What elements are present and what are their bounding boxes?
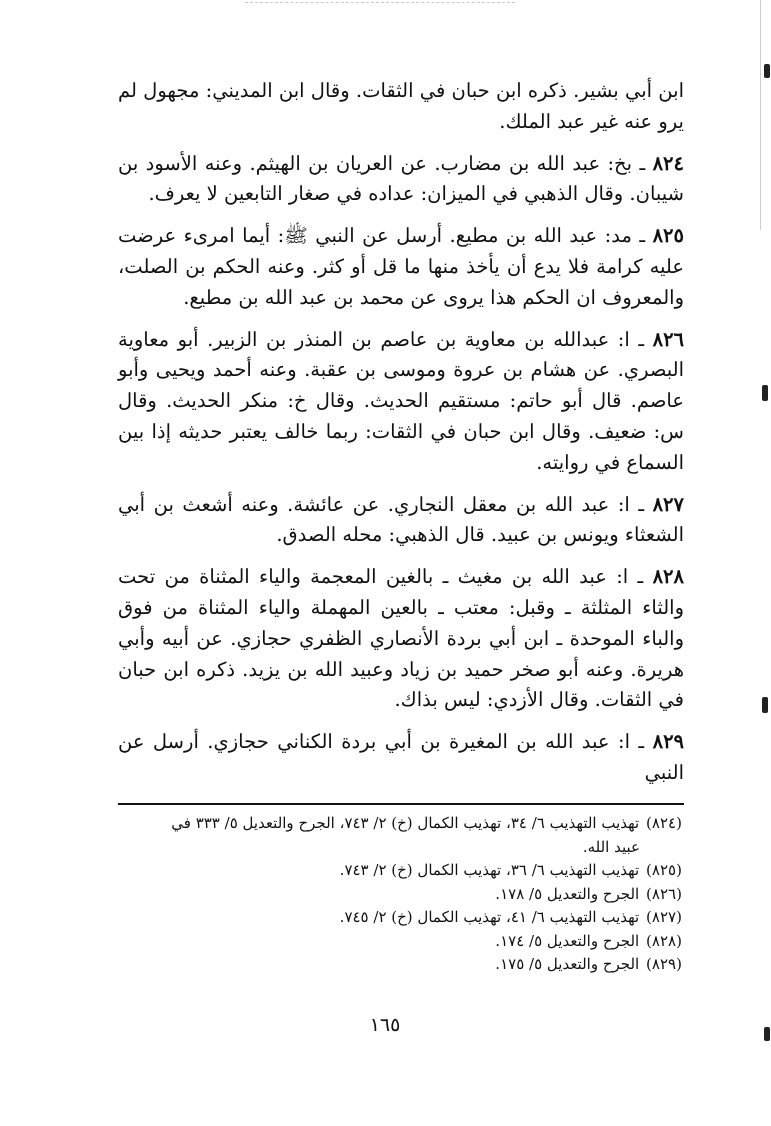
footnote-text: تهذيب التهذيب ٦/ ٤١، تهذيب الكمال (خ) ٢/ ٧٤٥. xyxy=(339,908,640,926)
entry-827 xyxy=(118,490,684,552)
scan-mark xyxy=(764,1027,770,1041)
footnote-number: (٨٢٨) xyxy=(646,931,682,950)
footnote-text: الجرح والتعديل ٥/ ١٧٤. xyxy=(495,931,640,950)
entry-text: ـ ا: عبد الله بن مغيث ـ بالغين المعجمة والياء المثناة من تحت والثاء المثلثة ـ وقبل: معتب ـ بالعين المهملة والياء المثناة من فوق والباء الموحدة ـ ابن أبي بردة الأنصاري الظفري حجازي. عن أبيه وأبي هريرة. وعنه أبو صخر حميد بن زياد وعبيد الله بن يزيد. ذكره ابن حبان في الثقات. وقال الأزدي: ليس بذاك. xyxy=(118,565,684,712)
page-body xyxy=(118,76,684,800)
entry-number: ٨٢٦ xyxy=(652,327,685,351)
entry-number: ٨٢٧ xyxy=(652,492,684,516)
entry-number: ٨٢٤ xyxy=(652,151,684,175)
entry-text: ـ ا: عبدالله بن معاوية بن عاصم بن المنذر بن الزبير. أبو معاوية البصري. عن هشام بن عروة وموسى بن عقبة. وعنه أحمد ويحيى وأبو عاصم. قال أبو حاتم: مستقيم الحديث. وقال خ: منكر الحديث. وقال س: ضعيف. وقال ابن حبان في الثقات: ربما خالف يعتبر حديثه إذا بين السماع في روايته. xyxy=(118,327,684,474)
entry-text: ـ ا: عبد الله بن المغيرة بن أبي بردة الكناني حجازي. أرسل عن النبي xyxy=(118,730,684,784)
entry-824 xyxy=(118,149,684,211)
footnote-divider xyxy=(118,803,684,805)
entry-continuation xyxy=(118,76,684,138)
entry-number: ٨٢٥ xyxy=(652,224,684,248)
footnote-text: الجرح والتعديل ٥/ ١٧٥. xyxy=(495,955,640,973)
footnote-continuation: عبيد الله. xyxy=(582,837,640,856)
entry-number: ٨٢٨ xyxy=(652,565,684,589)
footnote-number: (٨٢٧) xyxy=(646,908,682,926)
footnotes xyxy=(118,812,684,977)
entry-828 xyxy=(118,562,684,716)
footnote-828 xyxy=(118,930,684,954)
scan-mark xyxy=(762,385,768,401)
footnote-number: (٨٢٥) xyxy=(646,861,682,879)
scan-edge-right xyxy=(760,0,761,230)
footnote-text: الجرح والتعديل ٥/ ١٧٨. xyxy=(495,884,640,903)
entry-text: ـ مد: عبد الله بن مطيع. أرسل عن النبي ﷺ: أيما امرىء عرضت عليه كرامة فلا يدع أن يأخذ منها ما قل أو كثر. وعنه الحكم بن الصلت، والمعروف ان الحكم هذا يروى عن محمد بن عبد الله بن مطيع. xyxy=(118,224,684,309)
entry-826 xyxy=(118,325,684,479)
scan-mark xyxy=(764,64,770,78)
footnote-829 xyxy=(118,953,684,977)
scan-mark xyxy=(762,697,768,713)
entry-text: ـ بخ: عبد الله بن مضارب. عن العريان بن الهيثم. وعنه الأسود بن شيبان. وقال الذهبي في الميزان: عداده في صغار التابعين لا يعرف. xyxy=(118,151,684,206)
page-number: ١٦٥ xyxy=(369,1014,401,1036)
footnote-number: (٨٢٩) xyxy=(646,955,682,973)
footnote-827 xyxy=(118,906,684,930)
footnote-number: (٨٢٤) xyxy=(646,814,682,832)
footnote-824 xyxy=(118,812,684,859)
entry-829 xyxy=(118,727,684,789)
entry-number: ٨٢٩ xyxy=(652,730,685,754)
footnote-text: تهذيب التهذيب ٦/ ٣٤، تهذيب الكمال (خ) ٢/ ٧٤٣، الجرح والتعديل ٥/ ٣٣٣ في xyxy=(171,814,640,832)
entry-text: ـ ا: عبد الله بن معقل النجاري. عن عائشة. وعنه أشعث بن أبي الشعثاء ويونس بن عبيد. قال الذهبي: محله الصدق. xyxy=(118,492,684,547)
scan-edge-top xyxy=(245,2,515,3)
footnote-number: (٨٢٦) xyxy=(646,884,682,903)
footnote-825 xyxy=(118,859,684,883)
entry-text: ابن أبي بشير. ذكره ابن حبان في الثقات. وقال ابن المديني: مجهول لم يرو عنه غير عبد الملك. xyxy=(118,79,684,133)
footnote-text: تهذيب التهذيب ٦/ ٣٦، تهذيب الكمال (خ) ٢/ ٧٤٣. xyxy=(339,861,640,879)
footnote-826 xyxy=(118,883,684,907)
entry-825 xyxy=(118,221,684,313)
